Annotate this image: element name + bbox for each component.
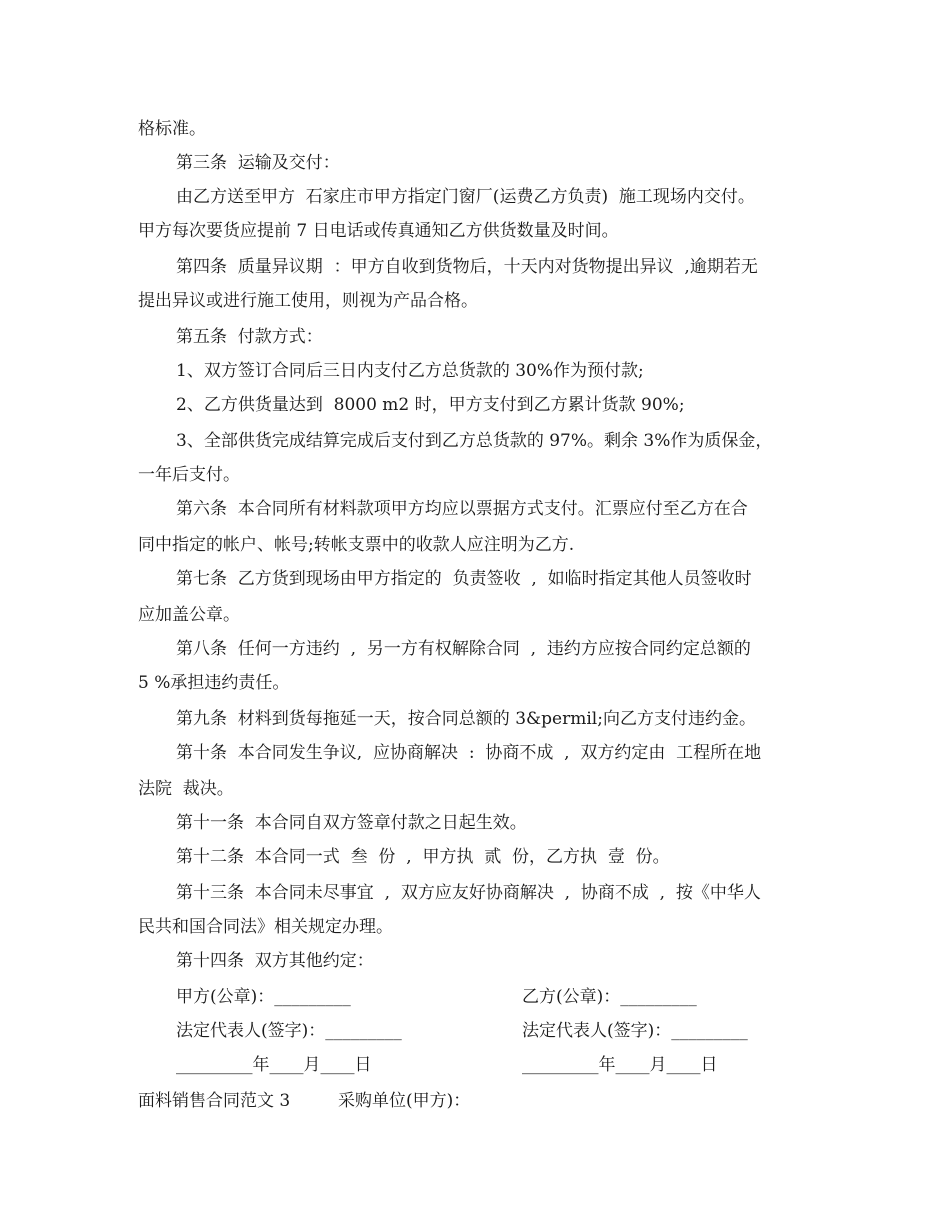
text-line: 格标准。 [138, 119, 206, 139]
text-line: 一年后支付。 [138, 465, 240, 485]
section-heading-6: 第六条 本合同所有材料款项甲方均应以票据方式支付。汇票应付至乙方在合 [176, 499, 748, 519]
party-a-date-field: _________年____月____日 [176, 1055, 372, 1075]
section-heading-4: 第四条 质量异议期 ：甲方自收到货物后，十天内对货物提出异议 ,逾期若无 [176, 257, 758, 277]
section-heading-13: 第十三条 本合同未尽事宜 , 双方应友好协商解决 , 协商不成 , 按《中华人 [176, 883, 761, 903]
party-a-representative-field: 法定代表人(签字)：_________ [176, 1021, 402, 1041]
next-document-title: 面料销售合同范文 3 [138, 1091, 291, 1111]
section-heading-14: 第十四条 双方其他约定： [176, 951, 374, 971]
text-line: 提出异议或进行施工使用，则视为产品合格。 [138, 291, 478, 311]
party-b-representative-field: 法定代表人(签字)：_________ [522, 1021, 748, 1041]
section-heading-8: 第八条 任何一方违约 , 另一方有权解除合同 , 违约方应按合同约定总额的 [176, 639, 751, 659]
section-heading-5: 第五条 付款方式： [176, 327, 323, 347]
text-line: 法院 裁决。 [138, 779, 234, 799]
payment-item-2: 2、乙方供货量达到 8000 m2 时，甲方支付到乙方累计货款 90%; [176, 395, 685, 415]
section-heading-3: 第三条 运输及交付： [176, 153, 340, 173]
text-line: 应加盖公章。 [138, 605, 240, 625]
payment-item-3: 3、全部供货完成结算完成后支付到乙方总货款的 97%。剩余 3%作为质保金， [176, 431, 773, 451]
text-line: 由乙方送至甲方 石家庄市甲方指定门窗厂(运费乙方负责) 施工现场内交付。 [176, 187, 755, 207]
party-a-seal-field: 甲方(公章)：_________ [176, 987, 351, 1007]
section-heading-7: 第七条 乙方货到现场由甲方指定的 负责签收 , 如临时指定其他人员签收时 [176, 569, 752, 589]
section-heading-12: 第十二条 本合同一式 叁 份 , 甲方执 贰 份，乙方执 壹 份。 [176, 847, 670, 867]
section-heading-10: 第十条 本合同发生争议, 应协商解决 : 协商不成 , 双方约定由 工程所在地 [176, 743, 762, 763]
text-line: 甲方每次要货应提前 7 日电话或传真通知乙方供货数量及时间。 [138, 221, 619, 241]
party-b-seal-field: 乙方(公章)：_________ [522, 987, 697, 1007]
text-line: 5 %承担违约责任。 [138, 673, 290, 693]
section-heading-11: 第十一条 本合同自双方签章付款之日起生效。 [176, 813, 527, 833]
text-line: 民共和国合同法》相关规定办理。 [138, 917, 393, 937]
text-line: 同中指定的帐户、帐号;转帐支票中的收款人应注明为乙方. [138, 535, 575, 555]
section-heading-9: 第九条 材料到货每拖延一天，按合同总额的 3&permil;向乙方支付违约金。 [176, 709, 756, 729]
payment-item-1: 1、双方签订合同后三日内支付乙方总货款的 30%作为预付款; [176, 361, 644, 381]
party-b-date-field: _________年____月____日 [522, 1055, 718, 1075]
purchaser-label: 采购单位(甲方)： [338, 1091, 471, 1111]
